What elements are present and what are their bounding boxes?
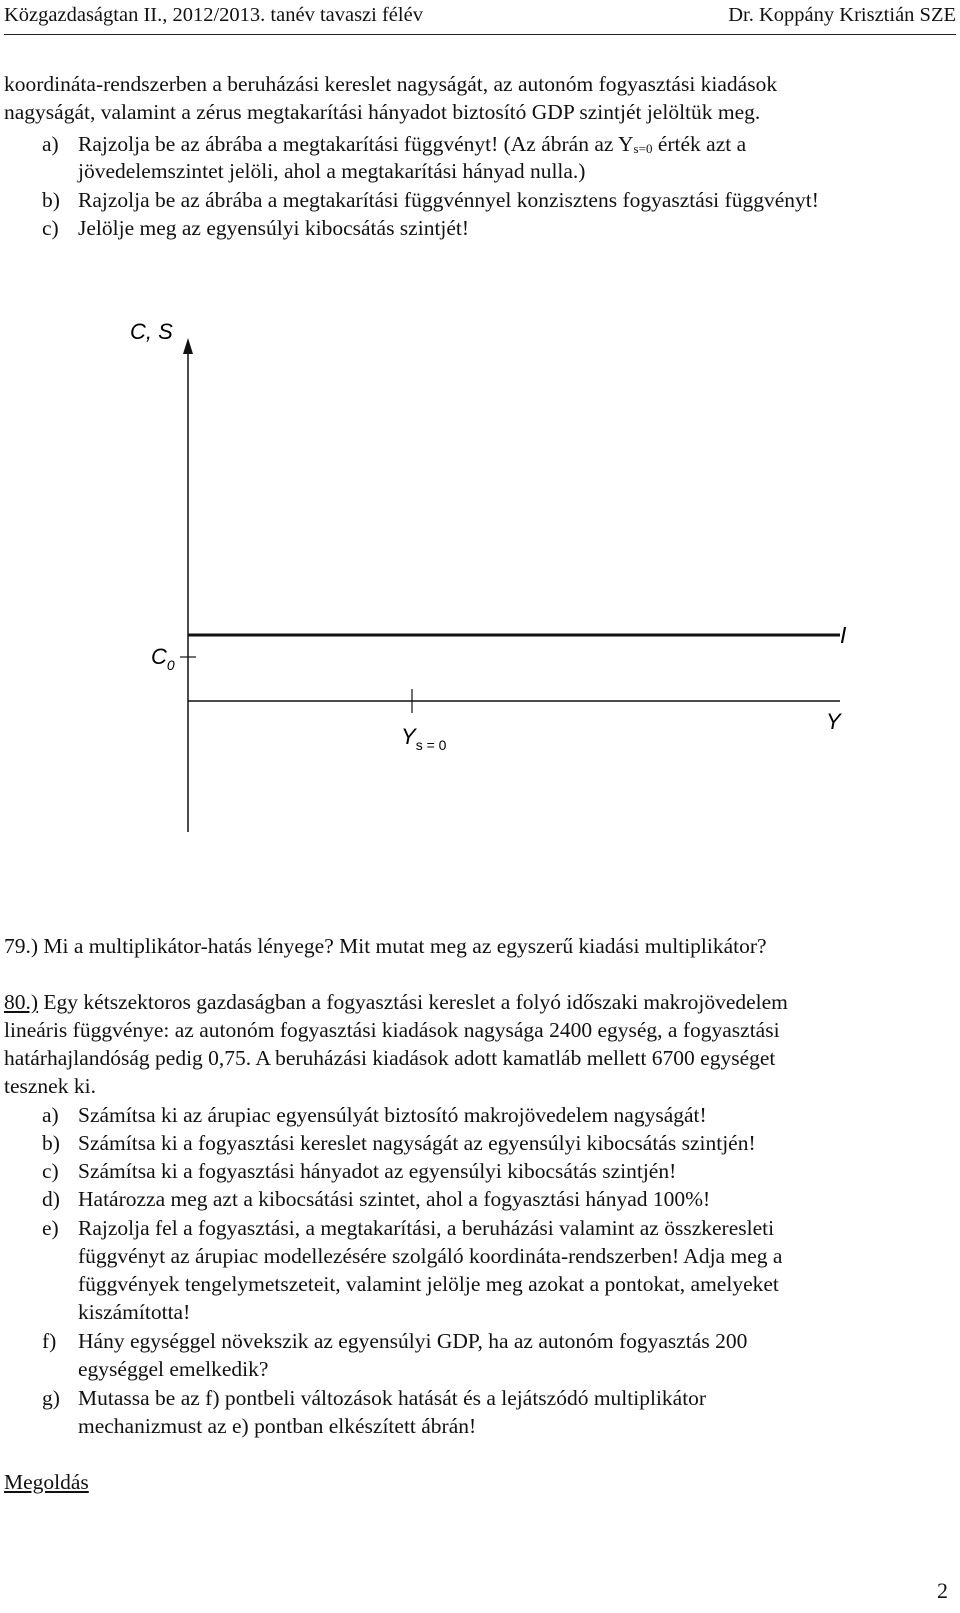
investment-label: I: [840, 622, 847, 648]
c0-label: [151, 644, 175, 673]
item-label: d): [42, 1187, 60, 1211]
question-80-line-4: tesznek ki.: [4, 1074, 96, 1098]
item-text: Mutassa be az f) pontbeli változások hatását és a lejátszódó multiplikátor: [78, 1386, 707, 1410]
item-text: Hány egységgel növekszik az egyensúlyi GDP, ha az autonóm fogyasztás 200: [78, 1329, 748, 1353]
q80-item-c: [42, 1157, 676, 1185]
q80-item-f-line-2: egységgel emelkedik?: [78, 1357, 269, 1381]
cs-diagram: [0, 260, 960, 860]
c0-subscript: 0: [166, 657, 175, 673]
item-a-subscript: s=0: [633, 141, 653, 156]
ys0-label: [401, 724, 447, 753]
item-b-text: Rajzolja be az ábrába a megtakarítási függvénnyel konzisztens fogyasztási függvényt!: [78, 188, 819, 212]
q80-item-e: [42, 1214, 774, 1242]
question-80-text: Egy kétszektoros gazdaságban a fogyasztási kereslet a folyó időszaki makrojövedelem: [38, 990, 788, 1014]
y-axis-label: C, S: [130, 319, 173, 344]
item-label: f): [42, 1329, 57, 1353]
item-text: Rajzolja fel a fogyasztási, a megtakarítási, a beruházási valamint az összkeresleti: [78, 1216, 775, 1240]
item-label: c): [42, 216, 59, 240]
q80-item-d: [42, 1185, 710, 1213]
q80-item-b: [42, 1129, 756, 1157]
item-label: b): [42, 188, 60, 212]
question-80-line-1: [4, 988, 788, 1016]
q80-item-g-line-2: mechanizmust az e) pontban elkészített ábrán!: [78, 1414, 477, 1438]
item-label: g): [42, 1386, 60, 1410]
question-80-line-3: határhajlandóság pedig 0,75. A beruházási kiadások adott kamatláb mellett 6700 egységet: [4, 1046, 776, 1070]
solution-heading: Megoldás: [4, 1470, 89, 1494]
item-label: a): [42, 1103, 59, 1127]
header-course-title: Közgazdaságtan II., 2012/2013. tanév tavaszi félév: [4, 4, 423, 26]
q80-item-a: [42, 1101, 707, 1129]
item-a-text-pre: Rajzolja be az ábrába a megtakarítási függvényt! (Az ábrán az Y: [78, 132, 634, 156]
c0-main: C: [151, 644, 167, 669]
intro-item-b: [42, 186, 819, 214]
page-header: [4, 0, 956, 35]
item-c-text: Jelölje meg az egyensúlyi kibocsátás szintjét!: [78, 216, 470, 240]
y-axis: [183, 338, 193, 832]
header-author: Dr. Koppány Krisztián SZE: [728, 4, 956, 26]
q80-item-f: [42, 1327, 747, 1355]
intro-line-2: nagyságát, valamint a zérus megtakarítási hányadot biztosító GDP szintjét jelöltük meg.: [4, 100, 761, 124]
question-79: 79.) Mi a multiplikátor-hatás lényege? Mit mutat meg az egyszerű kiadási multiplikátor?: [4, 934, 767, 958]
page-number: 2: [937, 1578, 948, 1603]
q80-item-e-line-4: kiszámította!: [78, 1300, 191, 1324]
item-a-text-post: érték azt a: [652, 132, 747, 156]
q80-item-e-line-2: függvényt az árupiac modellezésére szolgáló koordináta-rendszerben! Adja meg a: [78, 1244, 783, 1268]
intro-item-a-continued: jövedelemszintet jelöli, ahol a megtakarítási hányad nulla.): [78, 159, 586, 183]
item-text: Számítsa ki a fogyasztási hányadot az egyensúlyi kibocsátás szintjén!: [78, 1159, 677, 1183]
intro-line-1: koordináta-rendszerben a beruházási kereslet nagyságát, az autonóm fogyasztási kiadások: [4, 72, 778, 96]
q80-item-g: [42, 1384, 706, 1412]
item-label: c): [42, 1159, 59, 1183]
item-label: a): [42, 132, 59, 156]
item-label: e): [42, 1216, 59, 1240]
item-text: Számítsa ki a fogyasztási kereslet nagyságát az egyensúlyi kibocsátás szintjén!: [78, 1131, 756, 1155]
intro-item-c: [42, 214, 469, 242]
ys0-main: Y: [401, 724, 416, 749]
q80-item-e-line-3: függvények tengelymetszeteit, valamint jelölje meg azokat a pontokat, amelyeket: [78, 1272, 779, 1296]
item-label: b): [42, 1131, 60, 1155]
question-80-number: 80.): [4, 990, 39, 1014]
item-text: Számítsa ki az árupiac egyensúlyát biztosító makrojövedelem nagyságát!: [78, 1103, 707, 1127]
question-80-line-2: lineáris függvénye: az autonóm fogyasztási kiadások nagysága 2400 egység, a fogyasztási: [4, 1018, 780, 1042]
ys0-subscript: s = 0: [415, 737, 447, 753]
x-axis-label: Y: [826, 709, 841, 734]
item-text: Határozza meg azt a kibocsátási szintet, ahol a fogyasztási hányad 100%!: [78, 1187, 711, 1211]
